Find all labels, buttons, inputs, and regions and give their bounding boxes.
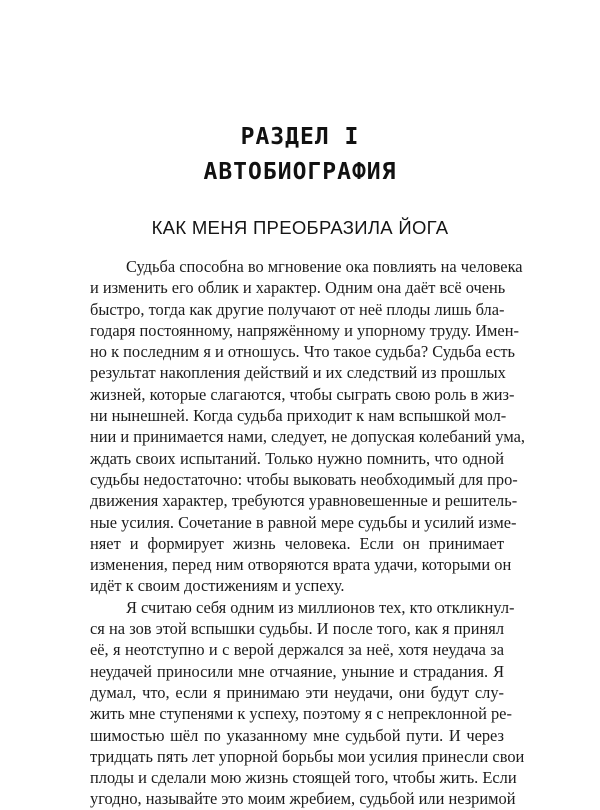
chapter-title: КАК МЕНЯ ПРЕОБРАЗИЛА ЙОГА bbox=[151, 217, 449, 238]
text-line: Судьба способна во мгновение ока повлиять на человека bbox=[126, 257, 523, 276]
text-line: шимостью шёл по указанному мне судьбой пути. И через bbox=[90, 725, 504, 745]
text-line: движения характер, требуются уравновешенные и решитель- bbox=[90, 491, 518, 511]
text-line: тридцать пять лет упорной борьбы мои усилия принесли свои bbox=[90, 746, 525, 766]
section-title: АВТОБИОГРАФИЯ bbox=[203, 159, 397, 185]
text-line: идёт к своим достижениям и успеху. bbox=[90, 576, 345, 596]
text-line: ные усилия. Сочетание в равной мере судьбы и усилий изме- bbox=[90, 512, 517, 532]
text-line: судьбы недостаточно: чтобы выковать необходимый для про- bbox=[90, 469, 518, 489]
text-line: изменения, перед ним отворяются врата удачи, которыми он bbox=[90, 555, 512, 575]
text-line: жизней, которые слагаются, чтобы сыграть свою роль в жиз- bbox=[90, 384, 515, 404]
text-line: быстро, тогда как другие получают от неё плоды лишь бла- bbox=[90, 299, 505, 319]
text-line: годаря постоянному, напряжённому и упорному труду. Имен- bbox=[90, 320, 519, 340]
text-line: няет и формирует жизнь человека. Если он принимает bbox=[90, 533, 504, 553]
text-line: угодно, называйте это моим жребием, судьбой или незримой bbox=[90, 789, 516, 809]
text-line: думал, что, если я принимаю эти неудачи, они будут слу- bbox=[90, 682, 504, 702]
text-line: ни нынешней. Когда судьба приходит к нам вспышкой мол- bbox=[90, 406, 507, 426]
text-line: результат накопления действий и их следствий из прошлых bbox=[90, 363, 506, 383]
text-line: ждать своих испытаний. Только нужно помнить, что одной bbox=[90, 448, 504, 468]
text-line: и изменить его облик и характер. Одним она даёт всё очень bbox=[90, 278, 506, 298]
section-label: РАЗДЕЛ I bbox=[240, 124, 360, 150]
text-line: ся на зов этой вспышки судьбы. И после того, как я принял bbox=[90, 619, 504, 639]
text-line: но к последним я и отношусь. Что такое судьба? Судьба есть bbox=[90, 342, 516, 362]
text-line: нии и принимается нами, следует, не допуская колебаний ума, bbox=[90, 427, 526, 447]
text-line: плоды и сделали мою жизнь стоящей того, чтобы жить. Если bbox=[90, 768, 517, 788]
text-line: жить мне ступенями к успеху, поэтому я с непреклонной ре- bbox=[90, 704, 512, 724]
text-line: её, я неотступно и с верой держался за неё, хотя неудача за bbox=[90, 640, 504, 660]
text-line: неудачей приносили мне отчаяние, уныние и страдания. Я bbox=[90, 661, 504, 681]
text-line: Я считаю себя одним из миллионов тех, кто откликнул- bbox=[126, 597, 515, 617]
body-text bbox=[90, 256, 526, 810]
